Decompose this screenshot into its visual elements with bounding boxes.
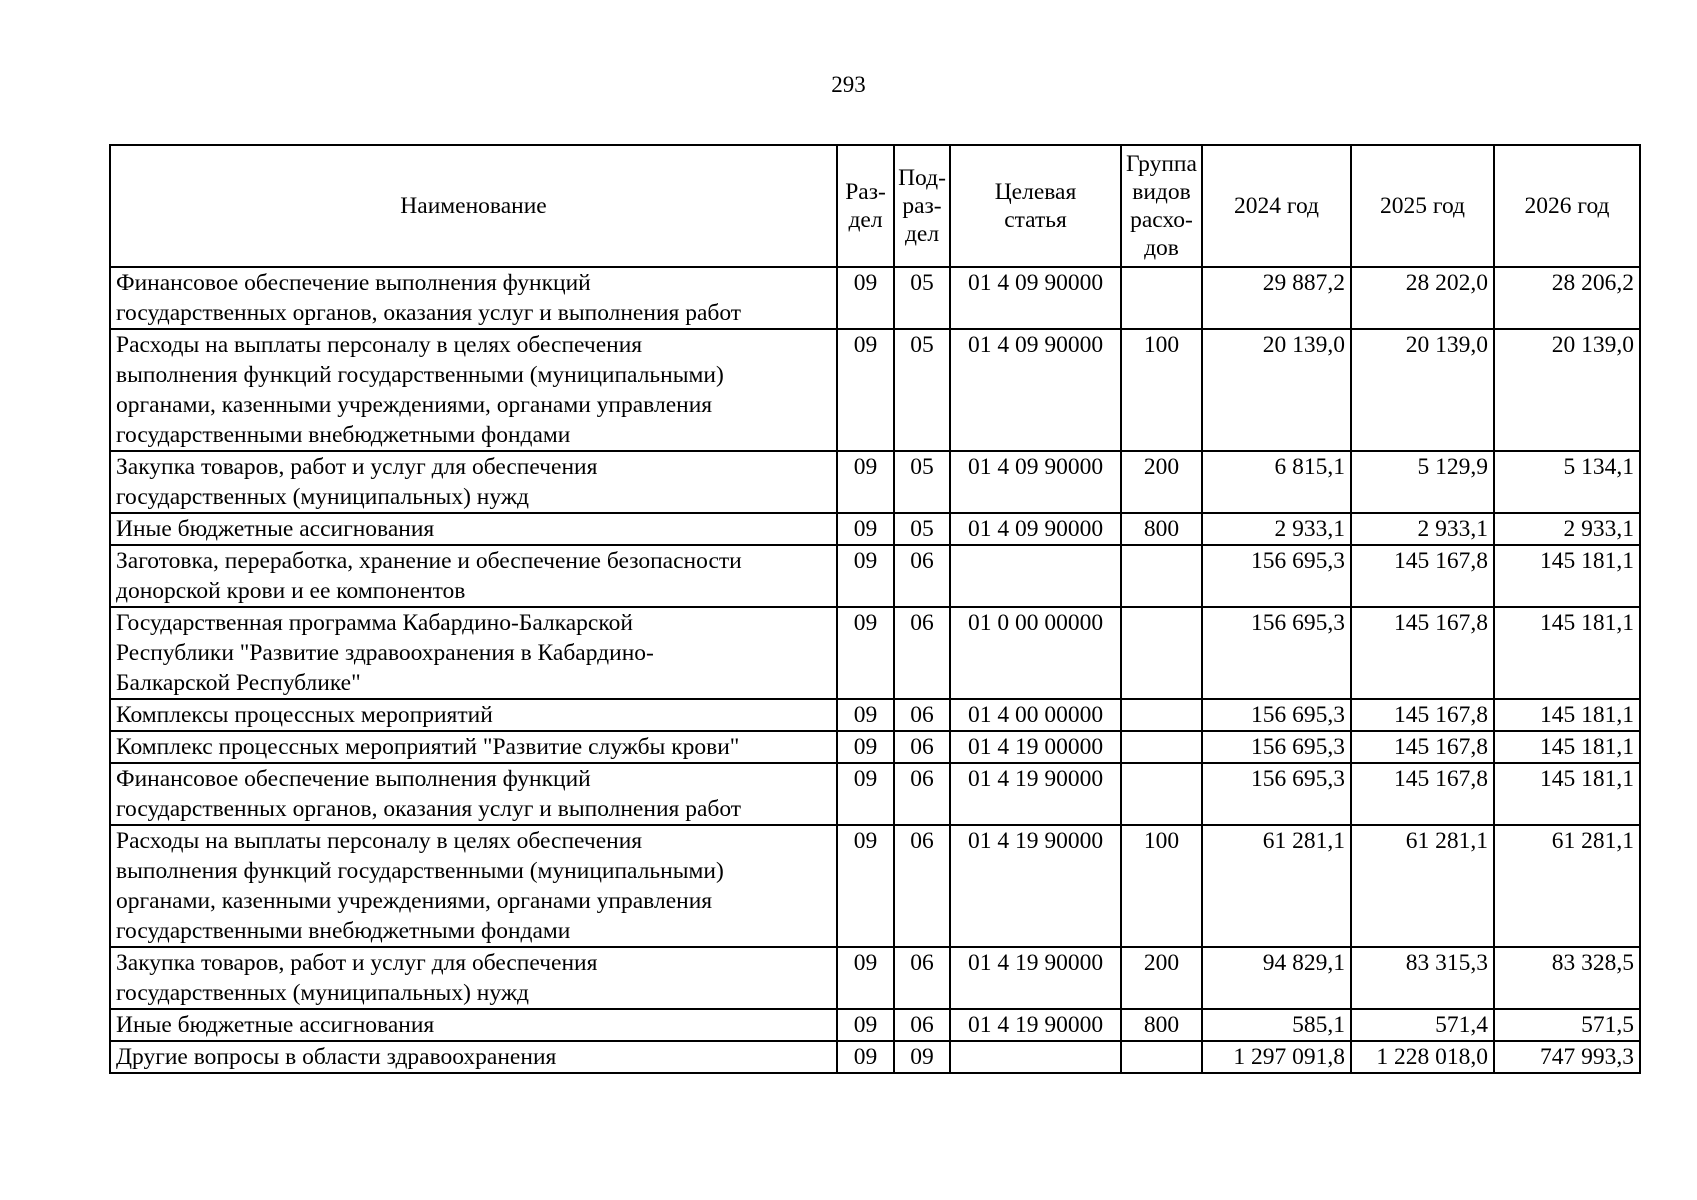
cell-name-line: государственных органов, оказания услуг и выполнения работ [116,796,742,822]
cell-razdel: 09 [837,607,894,699]
header-razdel: Раз- дел [837,145,894,267]
header-name: Наименование [110,145,837,267]
cell-year-2025: 20 139,0 [1351,329,1494,451]
cell-name-line: выполнения функций государственными (муниципальными) [116,858,724,884]
cell-year-2026: 145 181,1 [1494,545,1640,607]
header-year-2026: 2026 год [1494,145,1640,267]
cell-name-line: Расходы на выплаты персоналу в целях обеспечения [116,828,643,854]
cell-name-line: государственных (муниципальных) нужд [116,484,530,510]
cell-name-line: органами, казенными учреждениями, органами управления [116,392,713,418]
cell-tselevaya-statya: 01 4 09 90000 [950,267,1121,329]
header-year-2025: 2025 год [1351,145,1494,267]
header-gruppa-vidov-rashodov: Группа видов расхо- дов [1121,145,1202,267]
cell-name [110,329,837,451]
cell-year-2025: 5 129,9 [1351,451,1494,513]
cell-razdel: 09 [837,1041,894,1073]
cell-year-2026: 571,5 [1494,1009,1640,1041]
table-header-row [110,145,1640,267]
cell-year-2024: 156 695,3 [1202,731,1351,763]
cell-razdel: 09 [837,513,894,545]
cell-podrazdel: 06 [894,947,950,1009]
cell-name-line: Расходы на выплаты персоналу в целях обеспечения [116,332,643,358]
cell-year-2026: 145 181,1 [1494,731,1640,763]
cell-year-2025: 61 281,1 [1351,825,1494,947]
cell-podrazdel: 05 [894,513,950,545]
cell-year-2025: 145 167,8 [1351,699,1494,731]
cell-year-2026: 5 134,1 [1494,451,1640,513]
cell-name-line: Государственная программа Кабардино-Балкарской [116,610,633,636]
cell-tselevaya-statya: 01 4 09 90000 [950,329,1121,451]
cell-year-2026: 145 181,1 [1494,607,1640,699]
table-row [110,731,1640,763]
table-row [110,545,1640,607]
cell-tselevaya-statya: 01 4 19 90000 [950,763,1121,825]
table-row [110,763,1640,825]
cell-name [110,947,837,1009]
cell-year-2024: 585,1 [1202,1009,1351,1041]
cell-name-line: Республики "Развитие здравоохранения в Кабардино- [116,640,654,666]
cell-gruppa [1121,545,1202,607]
cell-year-2024: 6 815,1 [1202,451,1351,513]
cell-year-2026: 747 993,3 [1494,1041,1640,1073]
table-row [110,607,1640,699]
cell-name-line: Другие вопросы в области здравоохранения [116,1044,557,1070]
table-row [110,1009,1640,1041]
cell-razdel: 09 [837,731,894,763]
cell-name [110,545,837,607]
table-row [110,699,1640,731]
cell-gruppa: 800 [1121,513,1202,545]
cell-name [110,825,837,947]
cell-name-line: донорской крови и ее компонентов [116,578,466,604]
cell-name-line: Финансовое обеспечение выполнения функций [116,766,591,792]
page-number: 293 [831,72,866,97]
cell-name [110,513,837,545]
cell-gruppa: 100 [1121,825,1202,947]
cell-year-2026: 145 181,1 [1494,699,1640,731]
cell-name-line: Закупка товаров, работ и услуг для обеспечения [116,950,598,976]
cell-podrazdel: 06 [894,1009,950,1041]
cell-year-2025: 83 315,3 [1351,947,1494,1009]
cell-year-2024: 156 695,3 [1202,607,1351,699]
cell-name-line: государственными внебюджетными фондами [116,422,571,448]
cell-name-line: государственными внебюджетными фондами [116,918,571,944]
table-row [110,267,1640,329]
table-row [110,329,1640,451]
cell-year-2025: 571,4 [1351,1009,1494,1041]
cell-name [110,731,837,763]
cell-year-2025: 145 167,8 [1351,731,1494,763]
cell-podrazdel: 05 [894,329,950,451]
cell-gruppa: 100 [1121,329,1202,451]
cell-tselevaya-statya: 01 4 19 00000 [950,731,1121,763]
cell-razdel: 09 [837,451,894,513]
cell-name [110,607,837,699]
cell-razdel: 09 [837,267,894,329]
cell-gruppa [1121,699,1202,731]
cell-podrazdel: 06 [894,699,950,731]
cell-year-2024: 156 695,3 [1202,763,1351,825]
table-row [110,1041,1640,1073]
cell-gruppa [1121,731,1202,763]
cell-podrazdel: 06 [894,607,950,699]
cell-name-line: Заготовка, переработка, хранение и обеспечение безопасности [116,548,742,574]
cell-name [110,267,837,329]
cell-podrazdel: 06 [894,545,950,607]
cell-tselevaya-statya: 01 4 19 90000 [950,825,1121,947]
cell-gruppa [1121,1041,1202,1073]
cell-tselevaya-statya: 01 4 00 00000 [950,699,1121,731]
cell-podrazdel: 05 [894,451,950,513]
cell-podrazdel: 06 [894,825,950,947]
cell-razdel: 09 [837,699,894,731]
cell-tselevaya-statya [950,1041,1121,1073]
cell-razdel: 09 [837,545,894,607]
cell-razdel: 09 [837,825,894,947]
cell-razdel: 09 [837,947,894,1009]
cell-year-2024: 156 695,3 [1202,545,1351,607]
header-podrazdel: Под- раз- дел [894,145,950,267]
cell-year-2025: 28 202,0 [1351,267,1494,329]
cell-year-2024: 20 139,0 [1202,329,1351,451]
cell-name-line: государственных органов, оказания услуг и выполнения работ [116,300,742,326]
cell-year-2026: 145 181,1 [1494,763,1640,825]
table-row [110,513,1640,545]
cell-name-line: Закупка товаров, работ и услуг для обеспечения [116,454,598,480]
cell-tselevaya-statya: 01 4 19 90000 [950,947,1121,1009]
header-tselevaya-statya: Целевая статья [950,145,1121,267]
cell-year-2024: 29 887,2 [1202,267,1351,329]
cell-podrazdel: 06 [894,731,950,763]
cell-gruppa: 200 [1121,947,1202,1009]
cell-gruppa [1121,267,1202,329]
cell-name-line: выполнения функций государственными (муниципальными) [116,362,724,388]
table-row [110,825,1640,947]
cell-name-line: Иные бюджетные ассигнования [116,1012,435,1038]
cell-tselevaya-statya [950,545,1121,607]
cell-tselevaya-statya: 01 4 09 90000 [950,451,1121,513]
cell-year-2026: 2 933,1 [1494,513,1640,545]
cell-year-2024: 94 829,1 [1202,947,1351,1009]
cell-year-2026: 20 139,0 [1494,329,1640,451]
cell-year-2025: 1 228 018,0 [1351,1041,1494,1073]
budget-table [109,144,1641,1074]
cell-name-line: Балкарской Республике" [116,670,361,696]
table-row [110,947,1640,1009]
cell-name-line: Иные бюджетные ассигнования [116,516,435,542]
cell-podrazdel: 05 [894,267,950,329]
cell-year-2025: 2 933,1 [1351,513,1494,545]
cell-year-2024: 156 695,3 [1202,699,1351,731]
cell-podrazdel: 09 [894,1041,950,1073]
cell-tselevaya-statya: 01 0 00 00000 [950,607,1121,699]
cell-tselevaya-statya: 01 4 09 90000 [950,513,1121,545]
table-row [110,451,1640,513]
table-body [110,267,1640,1073]
cell-gruppa [1121,607,1202,699]
cell-name-line: Комплекс процессных мероприятий "Развитие службы крови" [116,734,740,760]
cell-year-2024: 61 281,1 [1202,825,1351,947]
cell-name [110,699,837,731]
cell-year-2024: 2 933,1 [1202,513,1351,545]
header-year-2024: 2024 год [1202,145,1351,267]
cell-gruppa: 200 [1121,451,1202,513]
cell-year-2025: 145 167,8 [1351,607,1494,699]
cell-name [110,451,837,513]
cell-razdel: 09 [837,763,894,825]
cell-name [110,1009,837,1041]
cell-year-2026: 83 328,5 [1494,947,1640,1009]
cell-year-2025: 145 167,8 [1351,763,1494,825]
cell-name-line: Финансовое обеспечение выполнения функций [116,270,591,296]
cell-name-line: государственных (муниципальных) нужд [116,980,530,1006]
cell-gruppa: 800 [1121,1009,1202,1041]
cell-year-2025: 145 167,8 [1351,545,1494,607]
cell-name [110,763,837,825]
cell-razdel: 09 [837,1009,894,1041]
cell-year-2026: 61 281,1 [1494,825,1640,947]
cell-tselevaya-statya: 01 4 19 90000 [950,1009,1121,1041]
cell-year-2024: 1 297 091,8 [1202,1041,1351,1073]
cell-podrazdel: 06 [894,763,950,825]
cell-gruppa [1121,763,1202,825]
cell-name [110,1041,837,1073]
cell-year-2026: 28 206,2 [1494,267,1640,329]
cell-name-line: Комплексы процессных мероприятий [116,702,493,728]
cell-razdel: 09 [837,329,894,451]
cell-name-line: органами, казенными учреждениями, органами управления [116,888,713,914]
